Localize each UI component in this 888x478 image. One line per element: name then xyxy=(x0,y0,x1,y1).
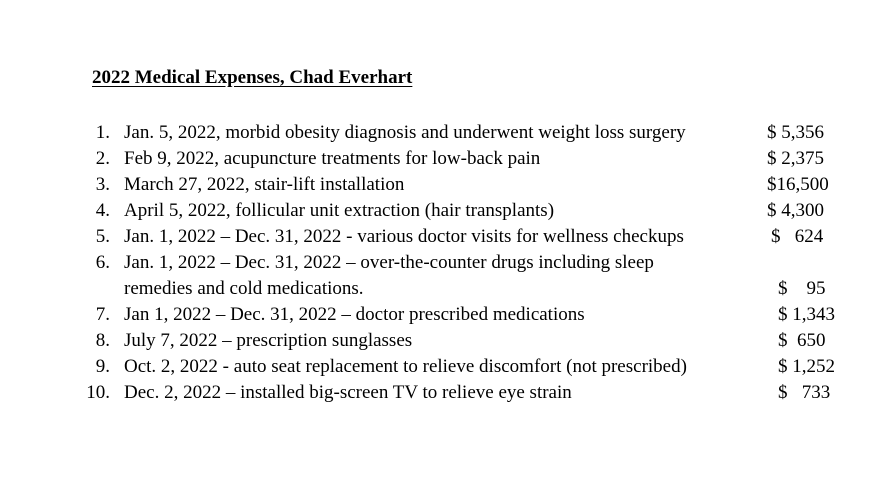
item-amount: $16,500 xyxy=(767,174,829,195)
item-number: 6. xyxy=(95,252,110,273)
item-number: 3. xyxy=(95,174,110,195)
item-description: Oct. 2, 2022 - auto seat replacement to relieve discomfort (not prescribed) xyxy=(124,356,687,377)
item-number: 8. xyxy=(95,330,110,351)
item-description: Jan 1, 2022 – Dec. 31, 2022 – doctor prescribed medications xyxy=(124,304,585,325)
item-amount: $ 2,375 xyxy=(767,148,824,169)
item-number: 5. xyxy=(95,226,110,247)
item-description: Jan. 5, 2022, morbid obesity diagnosis and underwent weight loss surgery xyxy=(124,122,686,143)
item-amount: $ 1,343 xyxy=(778,304,835,325)
item-description: Dec. 2, 2022 – installed big-screen TV to relieve eye strain xyxy=(124,382,572,403)
item-amount: $ 650 xyxy=(778,330,826,351)
item-description-continued: remedies and cold medications. xyxy=(124,278,364,299)
item-description: July 7, 2022 – prescription sunglasses xyxy=(124,330,413,351)
item-amount: $ 4,300 xyxy=(767,200,824,221)
item-number: 10. xyxy=(86,382,110,403)
item-number: 1. xyxy=(95,122,110,143)
item-description: March 27, 2022, stair-lift installation xyxy=(124,174,405,195)
item-amount: $ 1,252 xyxy=(778,356,835,377)
item-description: Jan. 1, 2022 – Dec. 31, 2022 – over-the-counter drugs including sleep xyxy=(124,252,654,273)
item-amount: $ 5,356 xyxy=(767,122,824,143)
item-number: 7. xyxy=(95,304,110,325)
item-number: 2. xyxy=(95,148,110,169)
item-number: 9. xyxy=(95,356,110,377)
item-description: Feb 9, 2022, acupuncture treatments for low-back pain xyxy=(124,148,541,169)
item-amount: $ 95 xyxy=(778,278,826,299)
item-description: Jan. 1, 2022 – Dec. 31, 2022 - various doctor visits for wellness checkups xyxy=(124,226,684,247)
item-amount: $ 624 xyxy=(771,226,824,247)
item-description: April 5, 2022, follicular unit extraction (hair transplants) xyxy=(124,200,555,221)
document-title: 2022 Medical Expenses, Chad Everhart xyxy=(92,67,413,88)
item-number: 4. xyxy=(95,200,110,221)
item-amount: $ 733 xyxy=(778,382,831,403)
